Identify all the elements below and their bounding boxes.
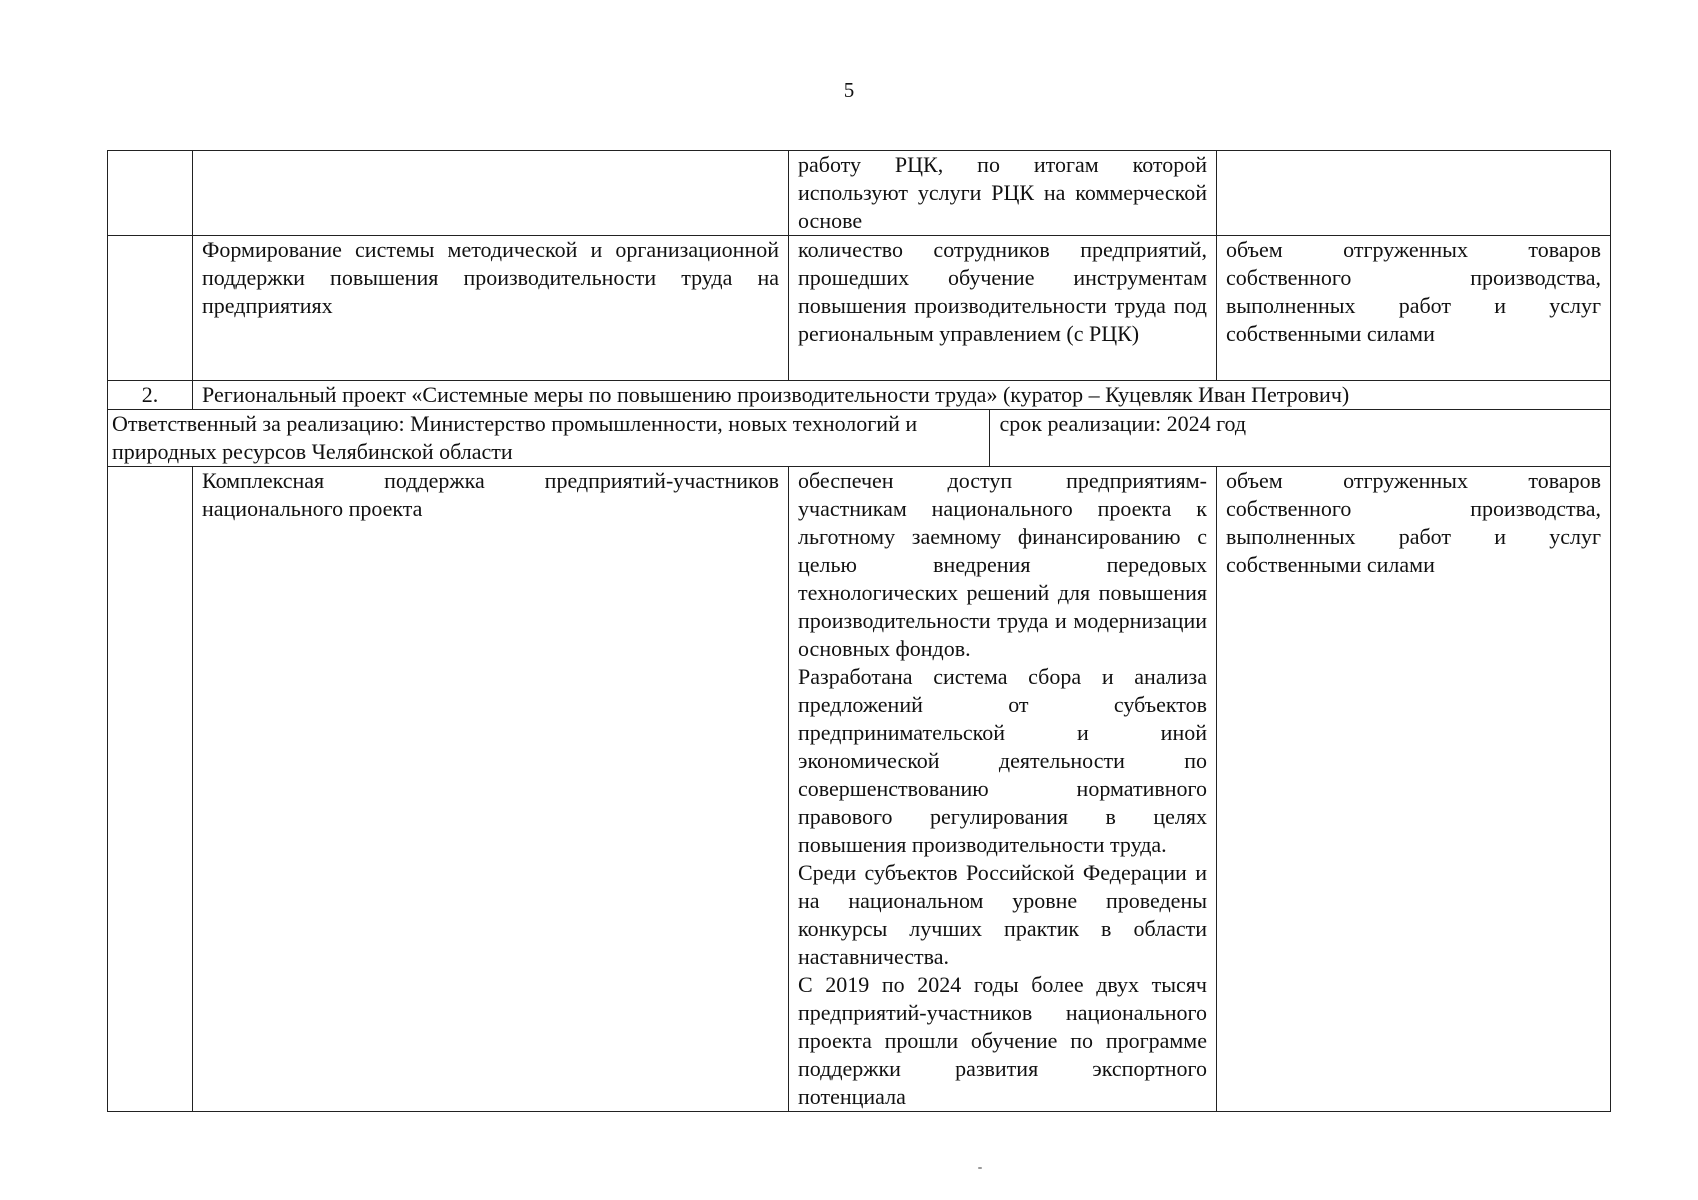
- row-number-cell: [108, 236, 193, 381]
- table-row: [108, 467, 1611, 1112]
- section-title: Региональный проект «Системные меры по повышению производительности труда» (куратор – Куцевляк Иван Петрович): [193, 381, 1611, 410]
- result-paragraph: Среди субъектов Российской Федерации и на национальном уровне проведены конкурсы лучших практик в области наставничества.: [798, 860, 1207, 969]
- result-cell: [789, 467, 1217, 1112]
- program-table: [107, 150, 1611, 1112]
- page-number: 5: [843, 78, 855, 102]
- result-cell: количество сотрудников предприятий, прошедших обучение инструментам повышения производительности труда под региональным управлением (с РЦК): [789, 236, 1217, 381]
- indicator-cell: объем отгруженных товаров собственного производства, выполненных работ и услуг собственными силами: [1217, 236, 1611, 381]
- row-number-cell: [108, 467, 193, 1112]
- responsible-row: [108, 410, 1611, 467]
- result-paragraph: обеспечен доступ предприятиям-участникам национального проекта к льготному заемному финансированию с целью внедрения передовых технологических решений для повышения производительности труда и модернизации основных фондов.: [798, 468, 1207, 661]
- responsible-cell: [108, 410, 1611, 467]
- scan-speck: [978, 1167, 982, 1169]
- table-row: [108, 151, 1611, 236]
- responsible-text: Ответственный за реализацию: Министерство промышленности, новых технологий и природных ресурсов Челябинской области: [108, 410, 989, 466]
- row-number-cell: [108, 151, 193, 236]
- section-row: [108, 381, 1611, 410]
- event-name-cell: Формирование системы методической и организационной поддержки повышения производительности труда на предприятиях: [193, 236, 789, 381]
- result-paragraph: С 2019 по 2024 годы более двух тысяч предприятий-участников национального проекта прошли обучение по программе поддержки развития экспортного потенциала: [798, 972, 1207, 1109]
- section-number: 2.: [108, 381, 193, 410]
- result-paragraph: Разработана система сбора и анализа предложений от субъектов предпринимательской и иной экономической деятельности по совершенствованию нормативного правового регулирования в целях повышения производительности труда.: [798, 664, 1207, 857]
- event-name-cell: [193, 151, 789, 236]
- deadline-text: срок реализации: 2024 год: [999, 411, 1247, 436]
- indicator-cell: объем отгруженных товаров собственного производства, выполненных работ и услуг собственными силами: [1217, 467, 1611, 1112]
- table-row: [108, 236, 1611, 381]
- result-cell: работу РЦК, по итогам которой используют услуги РЦК на коммерческой основе: [789, 151, 1217, 236]
- responsible-table: [108, 410, 1610, 466]
- indicator-cell: [1217, 151, 1611, 236]
- event-name-cell: Комплексная поддержка предприятий-участников национального проекта: [193, 467, 789, 1112]
